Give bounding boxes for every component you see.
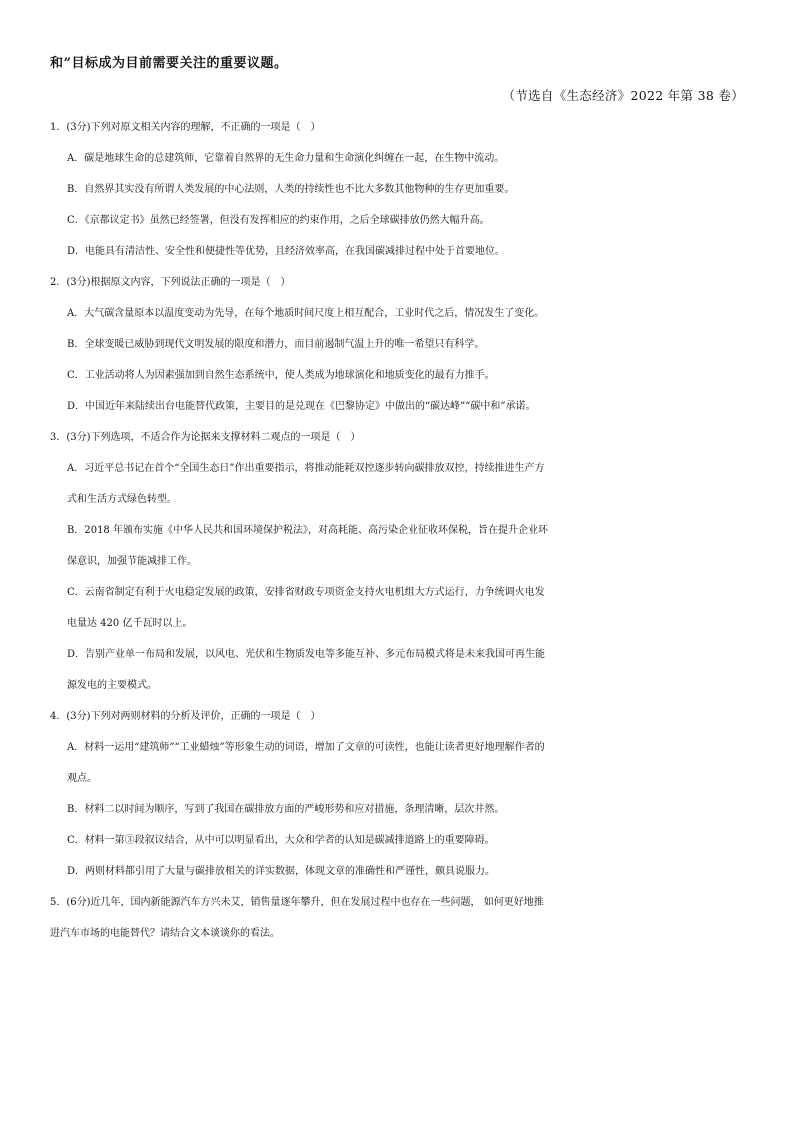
option-text-line: C．工业活动将人为因素强加到自然生态系统中，使人类成为地球演化和地质变化的最有力推手。 <box>67 370 495 381</box>
answer-option[interactable] <box>0 298 794 329</box>
answer-option[interactable] <box>0 577 794 639</box>
question-stem: 2．(3分)根据原文内容，下列说法正确的一项是（ ） <box>50 277 291 288</box>
option-text-line: C．材料一第③段叙议结合，从中可以明显看出，大众和学者的认知是碳减排道路上的重要障碍。 <box>67 835 495 846</box>
option-text-line: A．大气碳含量原本以温度变动为先导，在每个地质时间尺度上相互配合，工业时代之后，情况发生了变化。 <box>67 308 545 319</box>
answer-option[interactable] <box>0 825 794 856</box>
question-2 <box>0 267 794 422</box>
question-stem: 1．(3分)下列对原文相关内容的理解，不正确的一项是（ ） <box>50 122 321 133</box>
answer-option[interactable] <box>0 143 794 174</box>
question-stem: 4．(3分)下列对两则材料的分析及评价，正确的一项是（ ） <box>50 711 321 722</box>
option-text-line: B．材料二以时间为顺序，写到了我国在碳排放方面的严峻形势和应对措施，条理清晰，层次井然。 <box>67 804 505 815</box>
answer-option[interactable] <box>0 639 794 701</box>
question-3 <box>0 422 794 701</box>
option-text-line: 电量达 420 亿千瓦时以上。 <box>67 618 193 629</box>
question-4 <box>0 701 794 887</box>
answer-option[interactable] <box>0 329 794 360</box>
option-text-line: A．碳是地球生命的总建筑师，它靠着自然界的无生命力量和生命演化纠缠在一起，在生物中流动。 <box>67 153 505 164</box>
question-1 <box>0 112 794 267</box>
question-stem: 进汽车市场的电能替代？请结合文本谈谈你的看法。 <box>50 928 280 939</box>
answer-option[interactable] <box>0 515 794 577</box>
answer-option[interactable] <box>0 856 794 887</box>
option-text-line: 源发电的主要模式。 <box>67 680 157 691</box>
answer-option[interactable] <box>0 205 794 236</box>
option-text-line: B．自然界其实没有所谓人类发展的中心法则，人类的持续性也不比大多数其他物种的生存更加重要。 <box>67 184 515 195</box>
source-citation: （节选自《生态经济》2022 年第 38 卷） <box>502 88 744 103</box>
option-text-line: A．材料一运用“建筑师”“工业蜡烛”等形象生动的词语，增加了文章的可读性，也能让读者更好地理解作者的 <box>67 742 545 753</box>
option-text-line: D．两则材料都引用了大量与碳排放相关的详实数据，体现文章的准确性和严谨性，颇具说服力。 <box>67 866 496 877</box>
answer-option[interactable] <box>0 794 794 825</box>
answer-option[interactable] <box>0 174 794 205</box>
passage-fragment: 和”目标成为目前需要关注的重要议题。 <box>50 56 288 71</box>
question-stem: 5．(6分)近几年，国内新能源汽车方兴未艾，销售量逐年攀升，但在发展过程中也存在一些问题， 如何更好地推 <box>50 897 544 908</box>
option-text-line: D．中国近年来陆续出台电能替代政策，主要目的是兑现在《巴黎协定》中做出的“碳达峰”“碳中和”承诺。 <box>67 401 536 412</box>
option-text-line: C．《京都议定书》虽然已经签署，但没有发挥相应的约束作用，之后全球碳排放仍然大幅升高。 <box>67 215 490 226</box>
option-text-line: 观点。 <box>67 773 97 784</box>
answer-option[interactable] <box>0 732 794 794</box>
option-text-line: D．告别产业单一布局和发展，以风电、光伏和生物质发电等多能互补、多元布局模式将是未来我国可再生能 <box>67 649 546 660</box>
question-list <box>0 112 794 949</box>
answer-option[interactable] <box>0 391 794 422</box>
option-text-line: 保意识，加强节能减排工作。 <box>67 556 197 567</box>
option-text-line: C．云南省制定有利于火电稳定发展的政策，安排省财政专项资金支持火电机组大方式运行，力争统调火电发 <box>67 587 545 598</box>
option-text-line: D．电能具有清洁性、安全性和便捷性等优势，且经济效率高，在我国碳减排过程中处于首要地位。 <box>67 246 506 257</box>
option-text-line: A．习近平总书记在首个“全国生态日”作出重要指示，将推动能耗双控逐步转向碳排放双控，持续推进生产方 <box>67 463 545 474</box>
question-stem: 3．(3分)下列选项，不适合作为论据来支撑材料二观点的一项是（ ） <box>50 432 361 443</box>
answer-option[interactable] <box>0 453 794 515</box>
question-5 <box>0 887 794 949</box>
option-text-line: B．全球变暖已威胁到现代文明发展的限度和潜力，而目前遏制气温上升的唯一希望只有科学。 <box>67 339 485 350</box>
option-text-line: B．2018 年颁布实施《中华人民共和国环境保护税法》，对高耗能、高污染企业征收环保税，旨在提升企业环 <box>67 525 548 536</box>
option-text-line: 式和生活方式绿色转型。 <box>67 494 177 505</box>
answer-option[interactable] <box>0 236 794 267</box>
answer-option[interactable] <box>0 360 794 391</box>
